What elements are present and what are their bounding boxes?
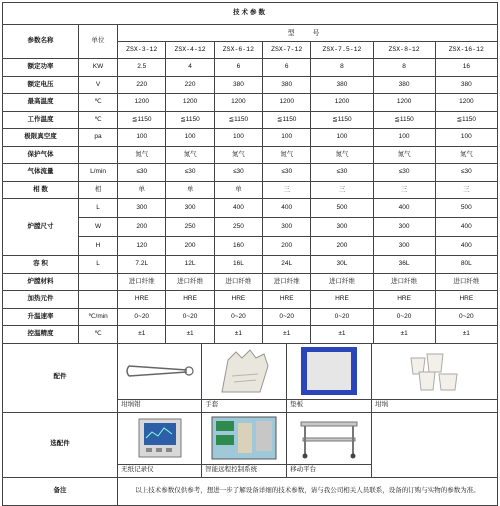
- param-value: 300: [118, 199, 166, 218]
- param-value: 1200: [214, 94, 262, 112]
- option-caption: 智能远程控制系统: [202, 464, 286, 477]
- param-value: 0~20: [435, 308, 497, 326]
- param-name: 气体流量: [3, 164, 79, 182]
- spec-table: [2, 2, 498, 506]
- param-value: 400: [435, 218, 497, 237]
- table-row: [3, 181, 498, 199]
- param-value: ≤30: [118, 164, 166, 182]
- param-value: 0~20: [311, 308, 373, 326]
- page-title: 技术参数: [3, 3, 498, 25]
- param-value: 300: [373, 237, 435, 256]
- param-value: 300: [311, 218, 373, 237]
- table-row: [3, 326, 498, 344]
- param-unit: ℃/min: [78, 308, 117, 326]
- param-unit: [78, 291, 117, 309]
- param-value: 0~20: [214, 308, 262, 326]
- header-name: 参数名称: [3, 25, 79, 59]
- accessory-caption: 坩埚: [372, 399, 497, 412]
- param-value: 100: [166, 129, 214, 147]
- accessory-crucible: [371, 344, 497, 412]
- param-value: 三: [263, 181, 311, 199]
- param-name: 极限真空度: [3, 129, 79, 147]
- param-value: 0~20: [166, 308, 214, 326]
- gloves-icon: [214, 346, 274, 396]
- table-row: [3, 256, 498, 274]
- param-value: 16L: [214, 256, 262, 274]
- table-row: [3, 94, 498, 112]
- param-value: 100: [214, 129, 262, 147]
- param-value: ±1: [435, 326, 497, 344]
- param-value: ≤30: [373, 164, 435, 182]
- param-value: ≦1150: [373, 111, 435, 129]
- param-value: 三: [373, 181, 435, 199]
- param-value: 进口纤维: [214, 273, 262, 291]
- param-value: HRE: [435, 291, 497, 309]
- param-unit: W: [78, 218, 117, 237]
- param-value: 1200: [263, 94, 311, 112]
- param-name: 容 积: [3, 256, 79, 274]
- param-value: 0~20: [263, 308, 311, 326]
- param-value: 三: [311, 181, 373, 199]
- remote-control-icon: [210, 415, 278, 461]
- param-unit: L/min: [78, 164, 117, 182]
- param-value: 8: [373, 59, 435, 77]
- param-value: 8: [311, 59, 373, 77]
- param-value: 进口纤维: [435, 273, 497, 291]
- param-value: 220: [118, 76, 166, 94]
- param-value: HRE: [214, 291, 262, 309]
- param-value: ±1: [166, 326, 214, 344]
- param-value: ≦1150: [166, 111, 214, 129]
- param-value: 300: [166, 199, 214, 218]
- model-header: ZSX-3-12: [118, 42, 166, 59]
- param-value: ≦1150: [214, 111, 262, 129]
- param-value: ≤30: [311, 164, 373, 182]
- option-caption: 无纸记录仪: [118, 464, 201, 477]
- option-remote-control: [201, 413, 286, 477]
- param-unit: ℃: [78, 94, 117, 112]
- param-value: 380: [373, 76, 435, 94]
- table-row: [3, 164, 498, 182]
- param-value: 400: [435, 237, 497, 256]
- param-unit: H: [78, 237, 117, 256]
- param-unit: L: [78, 199, 117, 218]
- param-value: HRE: [118, 291, 166, 309]
- param-value: 氮气: [118, 146, 166, 164]
- param-value: 380: [214, 76, 262, 94]
- param-value: 单: [214, 181, 262, 199]
- param-value: 500: [435, 199, 497, 218]
- option-empty: [371, 413, 497, 477]
- table-row: [3, 146, 498, 164]
- options-title: 选配件: [3, 412, 118, 477]
- model-header: ZSX-7.5-12: [311, 42, 373, 59]
- remarks-text: 以上技术参数仅供参考，想进一步了解设备详细的技术参数，请与我公司相关人员联系，设备的订购与实物的参数为准。: [118, 477, 498, 505]
- param-name: 工作温度: [3, 111, 79, 129]
- model-header: ZSX-16-12: [435, 42, 497, 59]
- param-value: ±1: [118, 326, 166, 344]
- table-row: [3, 199, 498, 218]
- param-value: ≦1150: [435, 111, 497, 129]
- param-value: ≦1150: [118, 111, 166, 129]
- model-header: ZSX-6-12: [214, 42, 262, 59]
- param-value: 500: [311, 199, 373, 218]
- param-value: ≦1150: [311, 111, 373, 129]
- param-value: 0~20: [118, 308, 166, 326]
- param-value: 单: [118, 181, 166, 199]
- param-unit: KW: [78, 59, 117, 77]
- param-value: 200: [118, 218, 166, 237]
- option-caption: 移动平台: [287, 464, 371, 477]
- header-unit: 单位: [78, 25, 117, 59]
- accessory-caption: 手套: [202, 399, 286, 412]
- param-name: 相 数: [3, 181, 79, 199]
- param-value: 100: [435, 129, 497, 147]
- accessory-caption: 垫板: [287, 399, 371, 412]
- param-name: 升温速率: [3, 308, 79, 326]
- param-unit: ℃: [78, 326, 117, 344]
- param-unit: ℃: [78, 111, 117, 129]
- param-value: 氮气: [263, 146, 311, 164]
- model-header: ZSX-7-12: [263, 42, 311, 59]
- param-value: 120: [118, 237, 166, 256]
- tongs-icon: [125, 356, 195, 386]
- accessory-gloves: [201, 344, 286, 412]
- crucible-icon: [405, 348, 465, 394]
- param-value: 0~20: [373, 308, 435, 326]
- param-value: 进口纤维: [311, 273, 373, 291]
- param-unit: [78, 273, 117, 291]
- table-row: [3, 59, 498, 77]
- param-value: 200: [263, 237, 311, 256]
- param-value: 氮气: [214, 146, 262, 164]
- param-value: HRE: [373, 291, 435, 309]
- param-value: 200: [311, 237, 373, 256]
- param-value: 氮气: [166, 146, 214, 164]
- param-value: 单: [166, 181, 214, 199]
- param-value: ≦1150: [263, 111, 311, 129]
- param-value: 进口纤维: [373, 273, 435, 291]
- param-unit: [78, 146, 117, 164]
- table-row: [3, 291, 498, 309]
- param-value: 100: [311, 129, 373, 147]
- model-header: ZSX-4-12: [166, 42, 214, 59]
- accessory-tongs: [118, 344, 201, 412]
- param-value: 16: [435, 59, 497, 77]
- param-unit: L: [78, 256, 117, 274]
- param-value: 80L: [435, 256, 497, 274]
- param-value: 6: [214, 59, 262, 77]
- param-name: 额定电压: [3, 76, 79, 94]
- param-value: 380: [263, 76, 311, 94]
- param-value: 进口纤维: [166, 273, 214, 291]
- param-value: 30L: [311, 256, 373, 274]
- param-value: 氮气: [373, 146, 435, 164]
- param-value: HRE: [311, 291, 373, 309]
- param-name: 加热元件: [3, 291, 79, 309]
- param-value: 6: [263, 59, 311, 77]
- accessory-plate: [286, 344, 371, 412]
- cart-icon: [297, 416, 361, 460]
- param-value: 进口纤维: [118, 273, 166, 291]
- param-value: 7.2L: [118, 256, 166, 274]
- param-value: HRE: [166, 291, 214, 309]
- option-cart: [286, 413, 371, 477]
- param-value: 氮气: [435, 146, 497, 164]
- param-name: 保护气体: [3, 146, 79, 164]
- param-value: 1200: [373, 94, 435, 112]
- param-value: 220: [166, 76, 214, 94]
- param-value: ≤30: [435, 164, 497, 182]
- param-value: ≤30: [214, 164, 262, 182]
- accessories-title: 配件: [3, 343, 118, 412]
- param-value: 4: [166, 59, 214, 77]
- table-row: [3, 111, 498, 129]
- header-model-label: 型 号: [118, 25, 498, 42]
- recorder-icon: [136, 416, 184, 460]
- param-value: ±1: [214, 326, 262, 344]
- param-value: ≤30: [263, 164, 311, 182]
- table-row: [3, 129, 498, 147]
- model-header: ZSX-8-12: [373, 42, 435, 59]
- table-row: [3, 308, 498, 326]
- param-value: 400: [263, 199, 311, 218]
- table-row: [3, 76, 498, 94]
- param-value: ±1: [263, 326, 311, 344]
- param-value: 300: [263, 218, 311, 237]
- param-value: 1200: [311, 94, 373, 112]
- param-value: 氮气: [311, 146, 373, 164]
- param-value: 进口纤维: [263, 273, 311, 291]
- param-value: 1200: [118, 94, 166, 112]
- param-value: 12L: [166, 256, 214, 274]
- param-value: 250: [214, 218, 262, 237]
- param-unit: V: [78, 76, 117, 94]
- param-unit: pa: [78, 129, 117, 147]
- param-value: 1200: [435, 94, 497, 112]
- param-value: 24L: [263, 256, 311, 274]
- param-value: 1200: [166, 94, 214, 112]
- table-row: [3, 273, 498, 291]
- param-value: 400: [373, 199, 435, 218]
- param-value: 380: [435, 76, 497, 94]
- param-value: ±1: [373, 326, 435, 344]
- remarks-title: 备注: [3, 477, 118, 505]
- param-value: 36L: [373, 256, 435, 274]
- param-name: 控温精度: [3, 326, 79, 344]
- param-value: 400: [214, 199, 262, 218]
- param-value: 300: [373, 218, 435, 237]
- param-value: 2.5: [118, 59, 166, 77]
- param-value: ≤30: [166, 164, 214, 182]
- param-unit: 相: [78, 181, 117, 199]
- param-value: 三: [435, 181, 497, 199]
- param-value: 380: [311, 76, 373, 94]
- param-value: 100: [118, 129, 166, 147]
- spec-sheet: [2, 2, 498, 498]
- param-value: HRE: [263, 291, 311, 309]
- accessory-caption: 坩埚钳: [118, 399, 201, 412]
- param-value: 100: [263, 129, 311, 147]
- plate-icon: [299, 345, 359, 397]
- param-name: 额定功率: [3, 59, 79, 77]
- param-name: 最高温度: [3, 94, 79, 112]
- param-name: 炉膛材料: [3, 273, 79, 291]
- option-recorder: [118, 413, 201, 477]
- param-value: 200: [166, 237, 214, 256]
- param-value: ±1: [311, 326, 373, 344]
- param-value: 100: [373, 129, 435, 147]
- param-name: 炉膛尺寸: [3, 199, 79, 256]
- param-value: 250: [166, 218, 214, 237]
- param-value: 160: [214, 237, 262, 256]
